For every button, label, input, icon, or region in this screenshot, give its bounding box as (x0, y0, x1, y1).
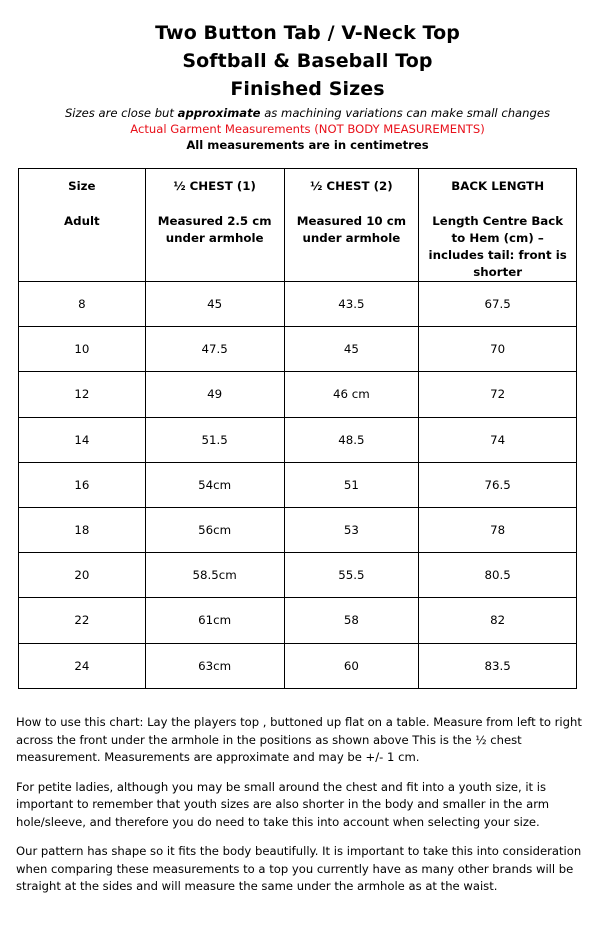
chest-1-cell: 47.5 (145, 327, 284, 372)
approximation-note-post: as machining variations can make small changes (260, 106, 551, 120)
size-cell: 22 (19, 598, 146, 643)
chest-1-cell: 51.5 (145, 417, 284, 462)
back-length-cell: 70 (419, 327, 577, 372)
size-cell: 24 (19, 643, 146, 688)
chest-1-cell: 61cm (145, 598, 284, 643)
back-length-cell: 80.5 (419, 553, 577, 598)
chest-2-cell: 55.5 (284, 553, 419, 598)
back-length-cell: 76.5 (419, 462, 577, 507)
chest-2-cell: 53 (284, 507, 419, 552)
garment-measurement-warning: Actual Garment Measurements (NOT BODY MEASUREMENTS) (130, 122, 485, 136)
table-row (19, 507, 577, 552)
chest-1-cell: 63cm (145, 643, 284, 688)
table-row (19, 327, 577, 372)
size-cell: 18 (19, 507, 146, 552)
header-chest-2-detail: Measured 10 cm under armhole (296, 214, 407, 245)
page-title-line-1: Two Button Tab / V-Neck Top (155, 22, 460, 44)
page-title-line-2: Softball & Baseball Top (182, 50, 433, 72)
chest-2-cell: 43.5 (284, 282, 419, 327)
header-cell-back-length (419, 169, 577, 282)
table-row (19, 282, 577, 327)
size-cell: 10 (19, 327, 146, 372)
petite-ladies-paragraph: For petite ladies, although you may be small around the chest and fit into a youth size, it is important to remember that youth sizes are also shorter in the body and smaller in the arm hole/sleeve, and therefore you do need to take this into account when selecting your size. (16, 779, 550, 829)
chest-2-cell: 48.5 (284, 417, 419, 462)
table-row (19, 372, 577, 417)
chest-2-cell: 58 (284, 598, 419, 643)
header-back-length-detail: Length Centre Back to Hem (cm) – includes tail: front is shorter (428, 214, 567, 279)
size-cell: 12 (19, 372, 146, 417)
back-length-cell: 74 (419, 417, 577, 462)
back-length-cell: 83.5 (419, 643, 577, 688)
chest-2-cell: 45 (284, 327, 419, 372)
approximation-note (0, 105, 615, 121)
chest-1-cell: 45 (145, 282, 284, 327)
approximation-note-pre: Sizes are close but (64, 106, 178, 120)
header-chest-2-label: ½ CHEST (2) (310, 179, 393, 193)
header-size-label: Size (68, 179, 96, 193)
approximation-note-bold: approximate (177, 106, 261, 120)
back-length-cell: 78 (419, 507, 577, 552)
table-row (19, 417, 577, 462)
header-chest-1-label: ½ CHEST (1) (173, 179, 256, 193)
table-row (19, 553, 577, 598)
chest-2-cell: 60 (284, 643, 419, 688)
chest-2-cell: 51 (284, 462, 419, 507)
how-to-measure-paragraph: How to use this chart: Lay the players top , buttoned up flat on a table. Measure from left to right across the front under the armhole in the positions as shown above This is the ½ chest measurement. Measurements are approximate and may be +/- 1 cm. (16, 715, 582, 764)
header-size-detail: Adult (64, 214, 100, 228)
pattern-shape-paragraph: Our pattern has shape so it fits the body beautifully. It is important to take this into consideration when comparing these measurements to a top you currently have as many other brands will be straight at the sides and will measure the same under the armhole as at the waist. (16, 844, 582, 893)
page-title-line-3: Finished Sizes (230, 78, 385, 100)
instructions-section (16, 714, 598, 908)
size-cell: 8 (19, 282, 146, 327)
size-cell: 20 (19, 553, 146, 598)
chest-1-cell: 54cm (145, 462, 284, 507)
header-cell-size (19, 169, 146, 282)
units-note: All measurements are in centimetres (186, 138, 429, 152)
header-cell-chest-1 (145, 169, 284, 282)
chest-1-cell: 56cm (145, 507, 284, 552)
table-row (19, 598, 577, 643)
chest-1-cell: 58.5cm (145, 553, 284, 598)
header-cell-chest-2 (284, 169, 419, 282)
size-cell: 16 (19, 462, 146, 507)
table-header-row (19, 169, 577, 282)
back-length-cell: 72 (419, 372, 577, 417)
size-chart-table (18, 168, 577, 689)
header-back-length-label: BACK LENGTH (451, 179, 545, 193)
back-length-cell: 82 (419, 598, 577, 643)
chest-2-cell: 46 cm (284, 372, 419, 417)
chest-1-cell: 49 (145, 372, 284, 417)
back-length-cell: 67.5 (419, 282, 577, 327)
size-cell: 14 (19, 417, 146, 462)
header-chest-1-detail: Measured 2.5 cm under armhole (157, 214, 272, 245)
table-row (19, 462, 577, 507)
table-row (19, 643, 577, 688)
